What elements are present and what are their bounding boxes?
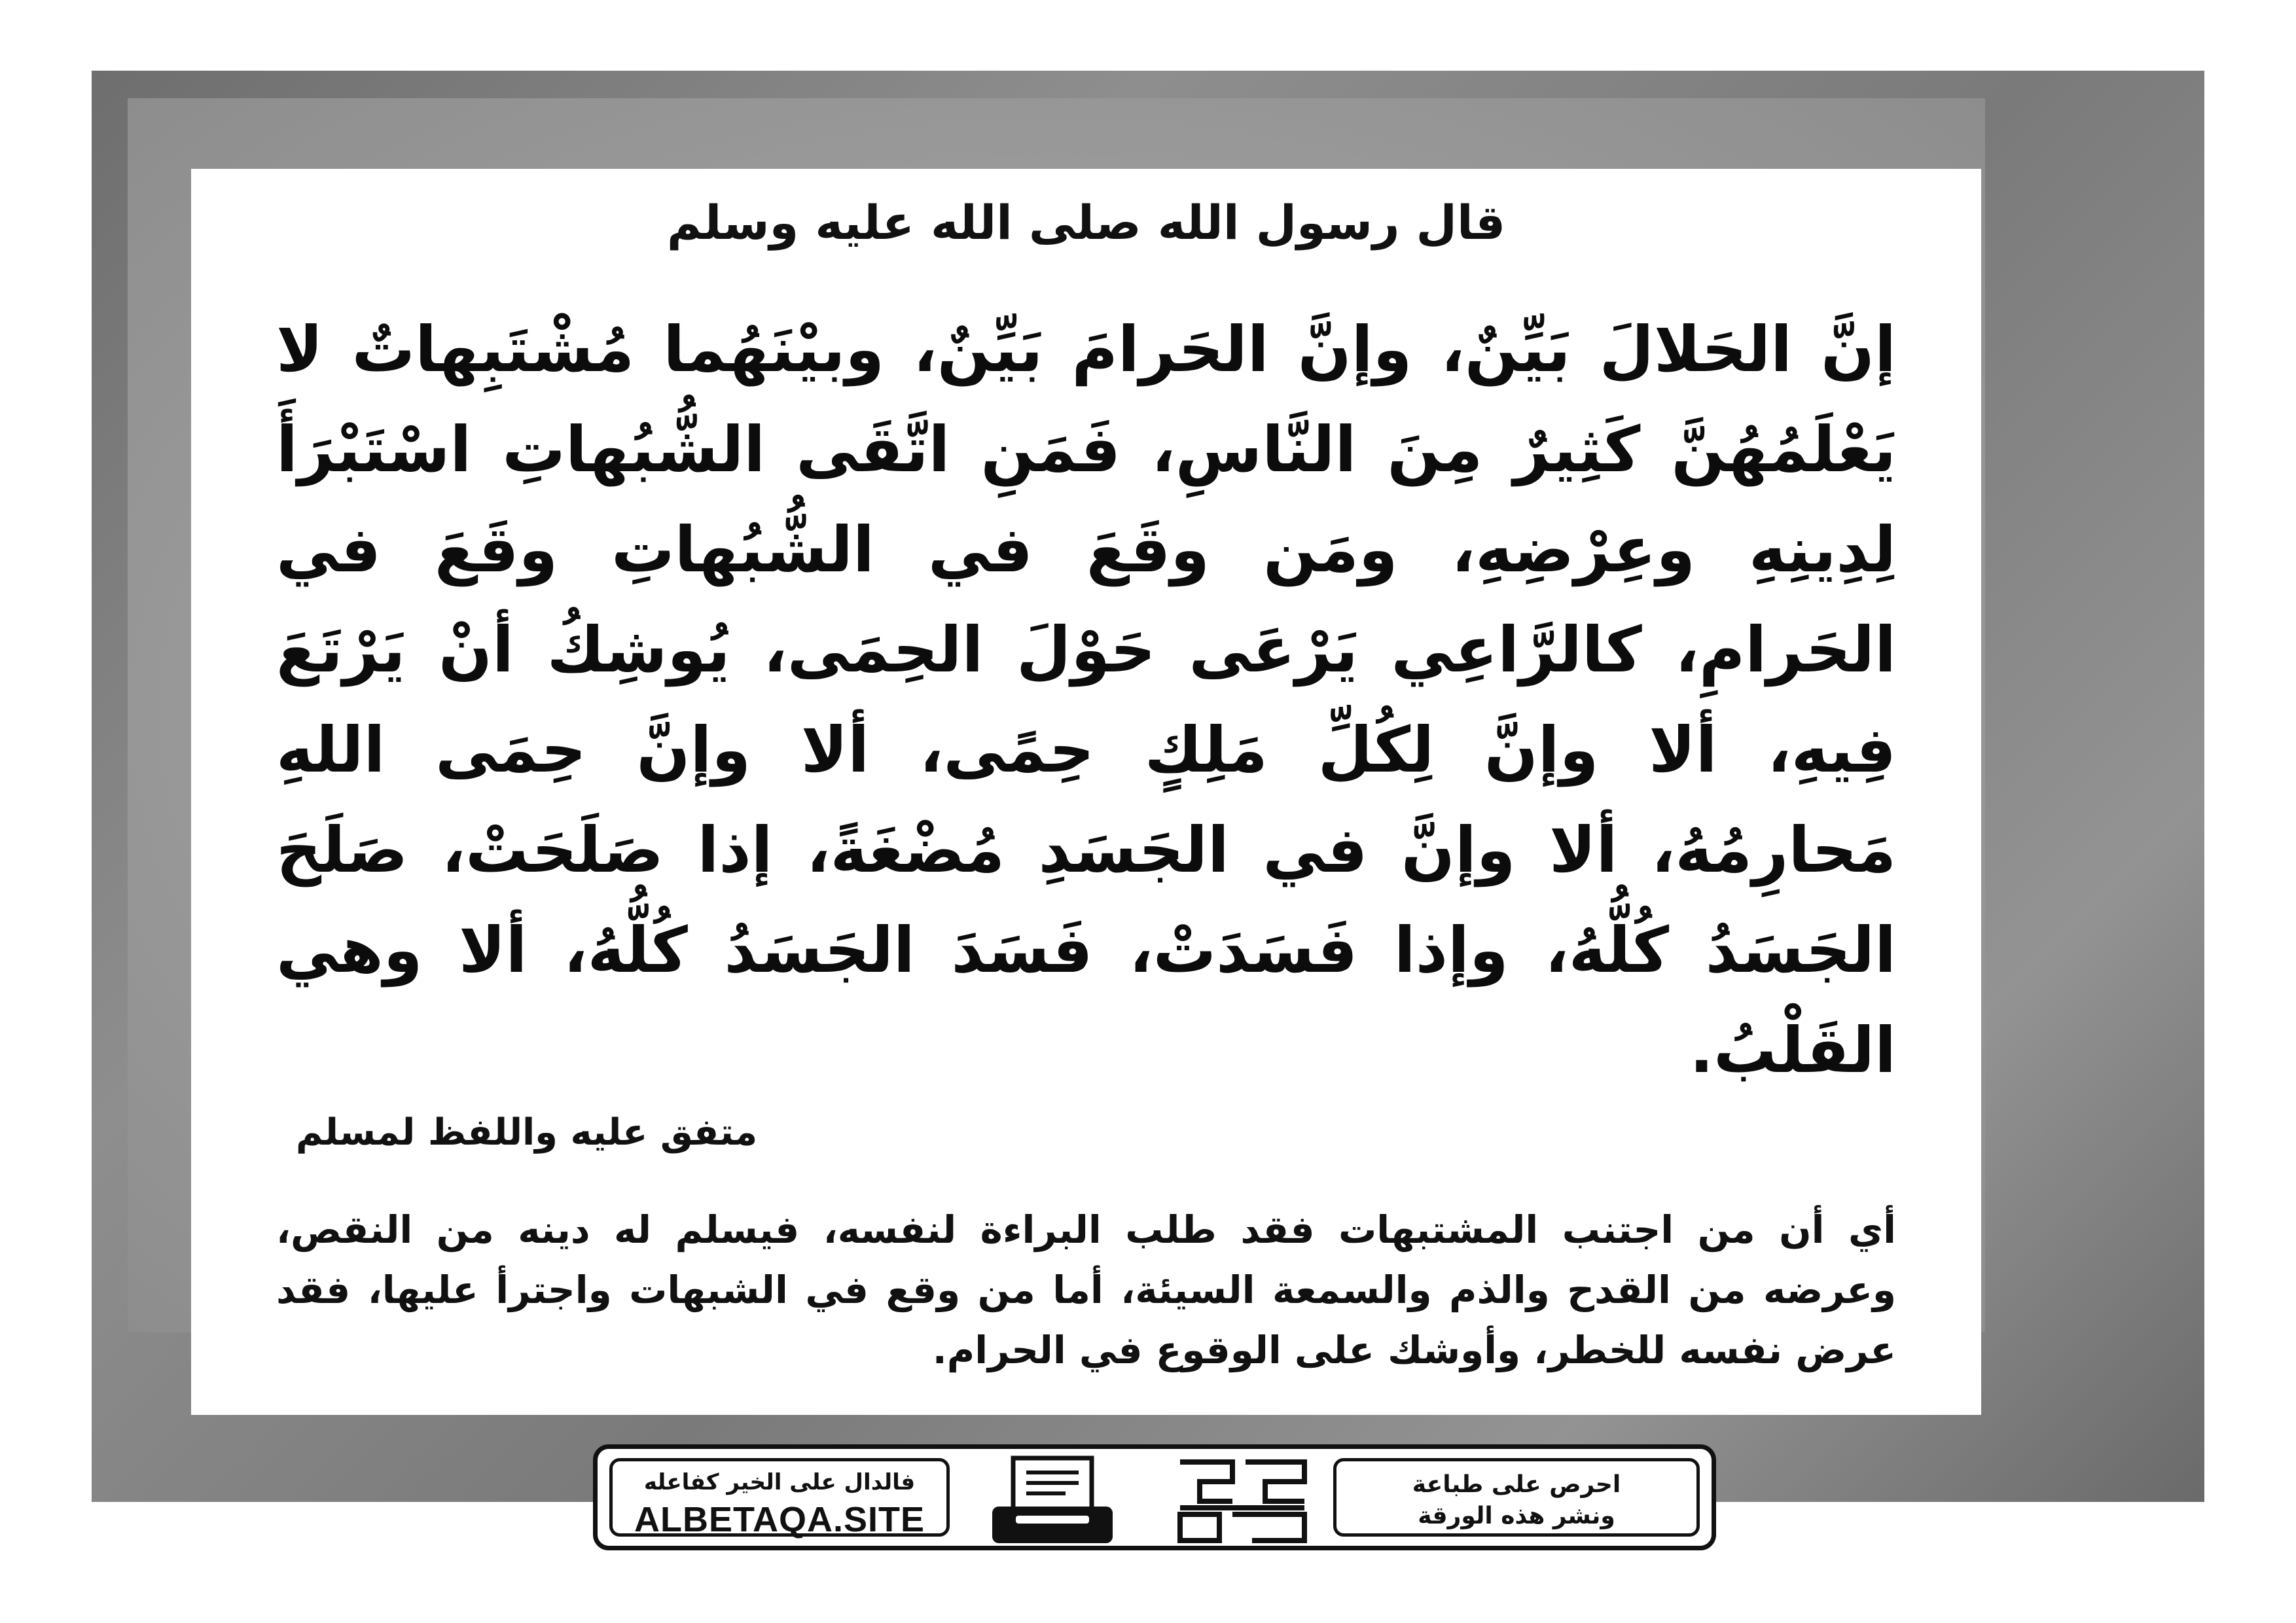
footer-slogan: فالدال على الخير كفاعله [643,1469,916,1495]
content-card [191,169,1981,1415]
website-box [609,1458,950,1537]
hadith-text: إنَّ الحَلالَ بَيِّنٌ، وإنَّ الحَرامَ بَيِّنٌ، وبيْنَهُما مُشْتَبِهاتٌ لا يَعْلَمُهُنَّ كَثِيرٌ مِنَ النَّاسِ، فَمَنِ اتَّقَى الشُّبُهاتِ اسْتَبْرَأَ لِدِينِهِ وعِرْضِهِ، ومَن وقَعَ في الشُّبُهاتِ وقَعَ في الحَرامِ، كالرَّاعِي يَرْعَى حَوْلَ الحِمَى، يُوشِكُ أنْ يَرْتَعَ فِيهِ، ألا وإنَّ لِكُلِّ مَلِكٍ حِمًى، ألا وإنَّ حِمَى اللهِ مَحارِمُهُ، ألا وإنَّ في الجَسَدِ مُضْغَةً، إذا صَلَحَتْ، صَلَحَ الجَسَدُ كُلُّهُ، وإذا فَسَدَتْ، فَسَدَ الجَسَدُ كُلُّهُ، ألا وهي القَلْبُ. [276,313,1896,1087]
website-link[interactable]: ALBETAQA.SITE [634,1500,925,1539]
page-title: قال رسول الله صلى الله عليه وسلم [666,195,1506,250]
call-to-action-box [1333,1458,1700,1537]
hadith-source: متفق عليه واللفظ لمسلم [296,1111,758,1154]
footer-bar [593,1444,1716,1550]
call-line-2: ونشر هذه الورقة [1418,1503,1615,1529]
printer-icon [987,1454,1118,1546]
logo [1174,1455,1311,1547]
explanation-text: أي أن من اجتنب المشتبهات فقد طلب البراءة لنفسه، فيسلم له دينه من النقص، وعرضه من القدح والذم والسمعة السيئة، أما من وقع في الشبهات واجترأ عليها، فقد عرض نفسه للخطر، وأوشك على الوقوع في الحرام. [276,1207,1896,1372]
call-line-1: احرص على طباعة [1412,1471,1621,1498]
